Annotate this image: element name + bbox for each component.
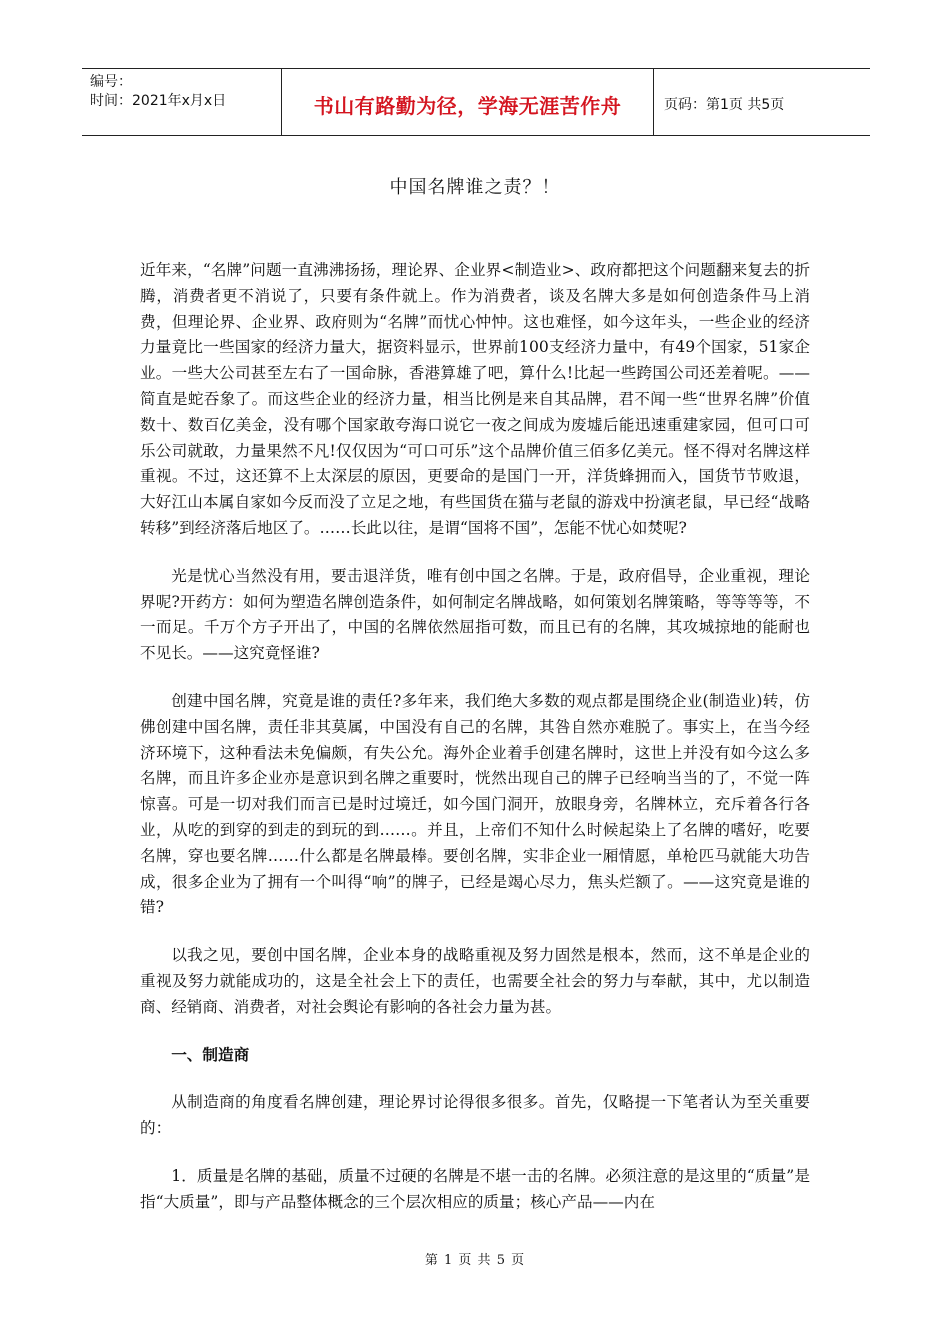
document-body <box>140 258 810 1216</box>
header-motto: 书山有路勤为径，学海无涯苦作舟 <box>313 93 622 118</box>
page-footer: 第 1 页 共 5 页 <box>424 1253 526 1268</box>
header-motto-cell <box>281 69 654 135</box>
header-page-info: 页码：第1页 共5页 <box>664 97 785 113</box>
document-header <box>82 68 870 136</box>
paragraph-1: 近年来，“名牌”问题一直沸沸扬扬，理论界、企业界<制造业>、政府都把这个问题翻来复去的折腾，消费者更不消说了，只要有条件就上。作为消费者，谈及名牌大多是如何创造条件马上消费，但理论界、企业界、政府则为“名牌”而忧心忡忡。这也难怪，如今这年头，一些企业的经济力量竟比一些国家的经济力量大，据资料显示，世界前100支经济力量中，有49个国家，51家企业。一些大公司甚至左右了一国命脉，香港算雄了吧，算什么!比起一些跨国公司还差着呢。——简直是蛇吞象了。而这些企业的经济力量，相当比例是来自其品牌，君不闻一些“世界名牌”价值数十、数百亿美金，没有哪个国家敢夸海口说它一夜之间成为废墟后能迅速重建家园，但可口可乐公司就敢，力量果然不凡!仅仅因为“可口可乐”这个品牌价值三佰多亿美元。怪不得对名牌这样重视。不过，这还算不上太深层的原因，更要命的是国门一开，洋货蜂拥而入，国货节节败退，大好江山本属自家如今反而没了立足之地，有些国货在猫与老鼠的游戏中扮演老鼠，早已经“战略转移”到经济落后地区了。……长此以往，是谓“国将不国”，怎能不忧心如焚呢? <box>140 261 810 537</box>
document-title: 中国名牌谁之责？！ <box>389 177 561 198</box>
header-number-label: 编号： <box>90 74 132 90</box>
paragraph-3: 创建中国名牌，究竟是谁的责任?多年来，我们绝大多数的观点都是围绕企业(制造业)转，仿佛创建中国名牌，责任非其莫属，中国没有自己的名牌，其咎自然亦难脱了。事实上，在当今经济环境下，这种看法未免偏颇，有失公允。海外企业着手创建名牌时，这世上并没有如今这么多名牌，而且许多企业亦是意识到名牌之重要时，恍然出现自己的牌子已经响当当的了，不觉一阵惊喜。可是一切对我们而言已是时过境迁，如今国门洞开，放眼身旁，名牌林立，充斥着各行各业，从吃的到穿的到走的到玩的到……。并且，上帝们不知什么时候起染上了名牌的嗜好，吃要名牌，穿也要名牌……什么都是名牌最棒。要创名牌，实非企业一厢情愿，单枪匹马就能大功告成，很多企业为了拥有一个叫得“响”的牌子，已经是竭心尽力，焦头烂额了。——这究竟是谁的错? <box>140 691 810 917</box>
paragraph-4: 以我之见，要创中国名牌，企业本身的战略重视及努力固然是根本，然而，这不单是企业的重视及努力就能成功的，这是全社会上下的责任，也需要全社会的努力与奉献，其中，尤以制造商、经销商、消费者，对社会舆论有影响的各社会力量为甚。 <box>140 946 810 1016</box>
header-date: 时间：2021年x月x日 <box>90 93 227 109</box>
header-meta <box>82 69 281 135</box>
section-intro: 从制造商的角度看名牌创建，理论界讨论得很多很多。首先，仅略提一下笔者认为至关重要的： <box>140 1093 810 1138</box>
section-heading: 一、制造商 <box>171 1045 250 1064</box>
paragraph-2: 光是忧心当然没有用，要击退洋货，唯有创中国之名牌。于是，政府倡导，企业重视，理论界呢?开药方：如何为塑造名牌创造条件，如何制定名牌战略，如何策划名牌策略，等等等等，不一而足。千万个方子开出了，中国的名牌依然屈指可数，而且已有的名牌，其攻城掠地的能耐也不见长。——这究竟怪谁? <box>140 566 810 663</box>
list-item-1: 1．质量是名牌的基础，质量不过硬的名牌是不堪一击的名牌。必须注意的是这里的“质量”是指“大质量”，即与产品整体概念的三个层次相应的质量；核心产品——内在 <box>140 1166 810 1211</box>
